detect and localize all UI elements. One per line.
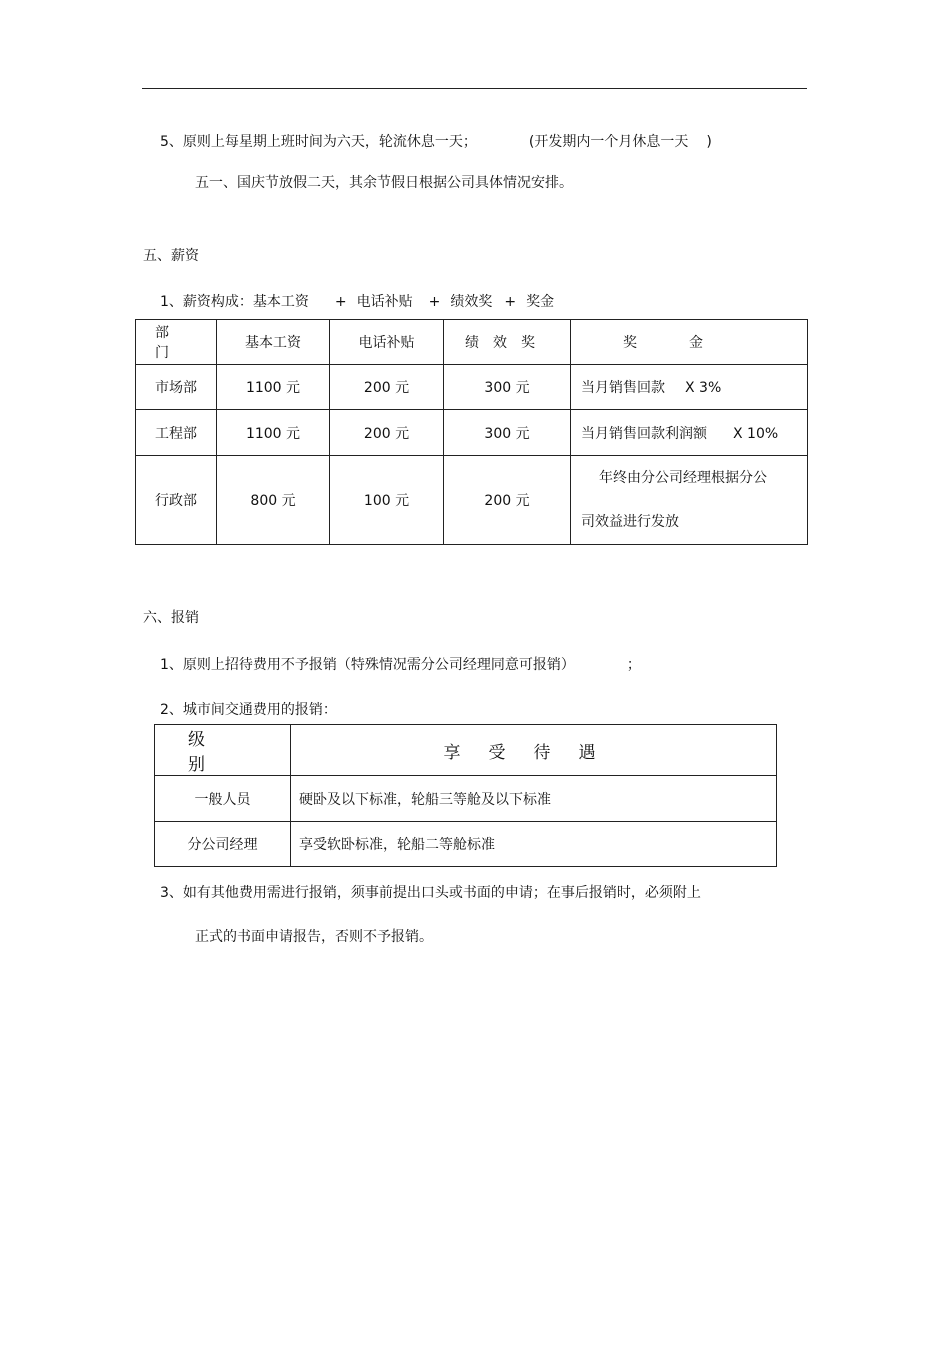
composition-base: 1、薪资构成：基本工资 [160,294,309,310]
reimbursement-item-3-line-1: 3、如有其他费用需进行报销，须事前提出口头或书面的申请；在事后报销时，必须附上 [160,885,701,901]
perf-cell: 300 元 [444,410,571,456]
bonus-cell: 当月销售回款利润额 X 10% [571,410,808,456]
salary-table [135,319,808,545]
phone-cell: 100 元 [330,456,444,545]
salary-heading: 五、薪资 [143,248,199,264]
perf-cell: 300 元 [444,365,571,410]
composition-phone: 电话补贴 [356,294,413,310]
header-bonus: 奖金 [571,320,808,365]
header-dept: 部门 [136,320,217,365]
composition-perf: 绩效奖 [450,294,493,310]
dept-cell: 市场部 [136,365,217,410]
table-row [136,365,808,410]
base-cell: 1100 元 [217,365,330,410]
plus-sign: + [334,294,347,310]
base-cell: 1100 元 [217,410,330,456]
schedule-line-5 [160,132,712,152]
plus-sign: + [504,294,517,310]
benefit-cell: 硬卧及以下标准，轮船三等舱及以下标准 [291,776,777,822]
dept-cell: 工程部 [136,410,217,456]
reimbursement-item-2: 2、城市间交通费用的报销： [160,702,337,718]
item-1-text: 1、原则上招待费用不予报销（特殊情况需分公司经理同意可报销） [160,657,575,673]
header-level: 级别 [155,725,291,776]
header-benefit: 享受待遇 [291,725,777,776]
schedule-line-5-main: 5、原则上每星期上班时间为六天，轮流休息一天； [160,134,477,150]
salary-composition [160,292,554,312]
table-row [155,776,777,822]
holiday-line: 五一、国庆节放假二天，其余节假日根据公司具体情况安排。 [195,175,573,191]
table-row [136,410,808,456]
base-cell: 800 元 [217,456,330,545]
schedule-line-5-paren: (开发期内一个月休息一天 [528,134,689,150]
travel-table [154,724,777,867]
schedule-line-5-paren-close: ) [706,134,712,150]
header-base: 基本工资 [217,320,330,365]
table-row [155,822,777,867]
item-1-end: ； [626,657,641,673]
reimbursement-item-1 [160,655,641,675]
dept-cell: 行政部 [136,456,217,545]
header-perf: 绩效奖 [444,320,571,365]
reimbursement-item-3-line-2: 正式的书面申请报告，否则不予报销。 [195,929,433,945]
reimbursement-heading: 六、报销 [143,610,199,626]
phone-cell: 200 元 [330,365,444,410]
level-cell: 一般人员 [155,776,291,822]
table-row [136,456,808,545]
level-cell: 分公司经理 [155,822,291,867]
perf-cell: 200 元 [444,456,571,545]
bonus-cell: 年终由分公司经理根据分公 司效益进行发放 [571,456,808,545]
composition-bonus: 奖金 [526,294,555,310]
header-rule [142,88,807,89]
header-phone: 电话补贴 [330,320,444,365]
salary-table-header [136,320,808,365]
bonus-cell: 当月销售回款 X 3% [571,365,808,410]
benefit-cell: 享受软卧标准，轮船二等舱标准 [291,822,777,867]
travel-table-header [155,725,777,776]
phone-cell: 200 元 [330,410,444,456]
plus-sign: + [428,294,441,310]
